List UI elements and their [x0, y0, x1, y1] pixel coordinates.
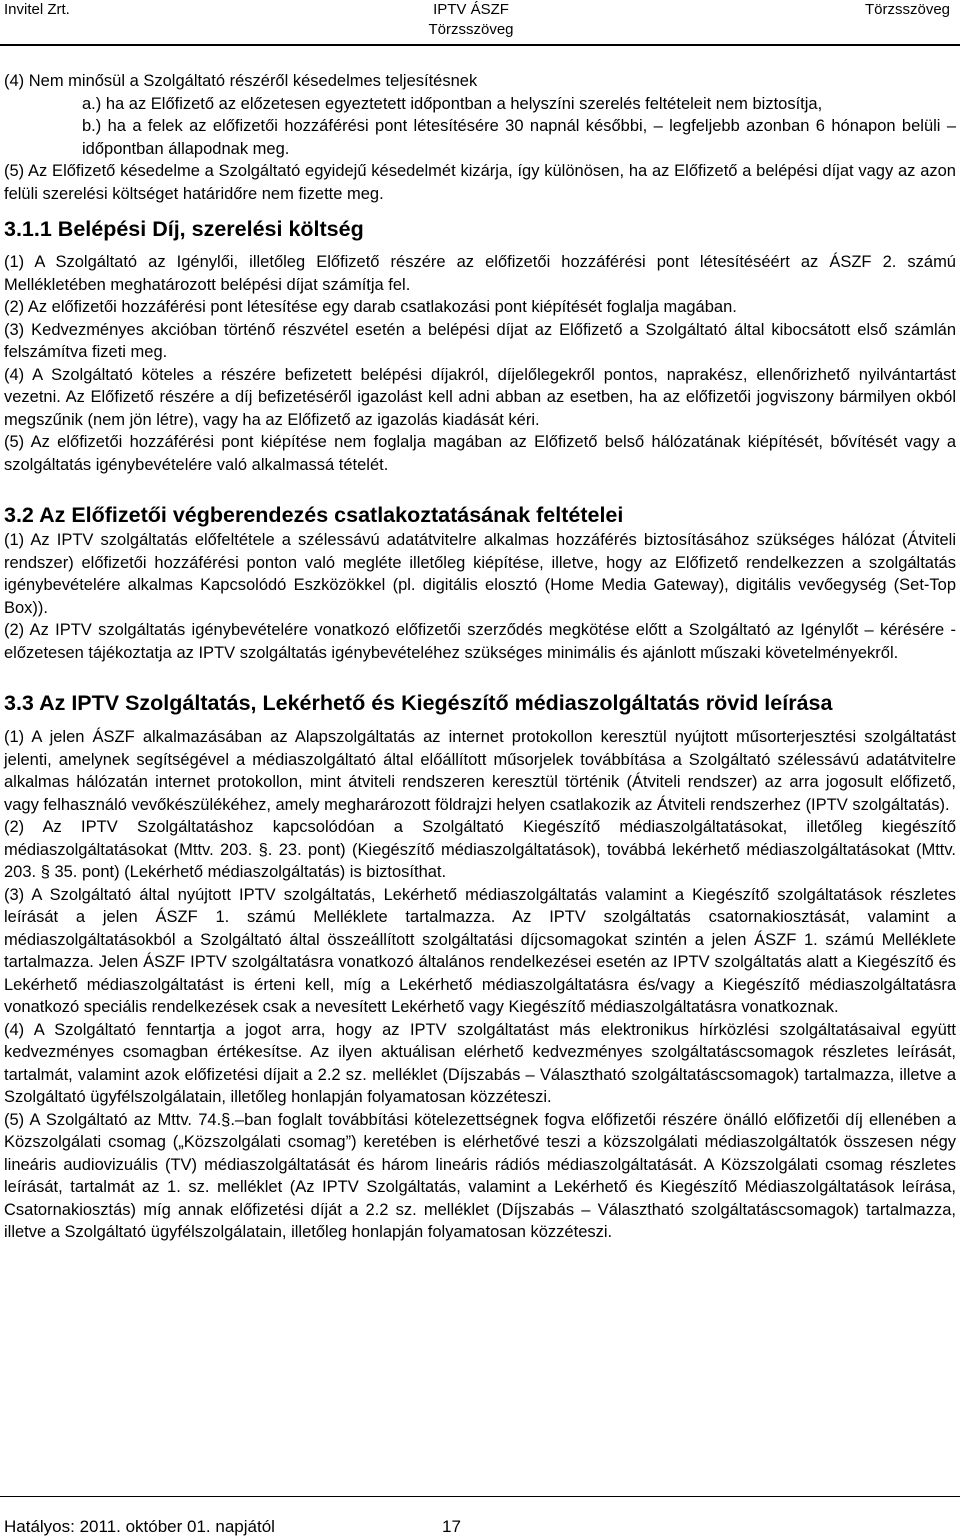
paragraph-entry-fee-5: (5) Az előfizetői hozzáférési pont kiépítése nem foglalja magában az Előfizető belső hálózatának kiépítését, bővítését vagy a szolgáltatás igénybevételére való alkalmassá tételét. — [4, 433, 956, 474]
page-footer — [0, 1496, 960, 1539]
section-heading-3-2: 3.2 Az Előfizetői végberendezés csatlakoztatásának feltételei — [4, 503, 624, 527]
header-rule — [0, 44, 960, 46]
paragraph-entry-fee-1: (1) A Szolgáltató az Igénylői, illetőleg Előfizető részére az előfizetői hozzáférési pont létesítéséért az ÁSZF 2. számú Mellékletében meghatározott belépési díjat számítja fel. — [4, 253, 956, 294]
paragraph-equipment-2: (2) Az IPTV szolgáltatás igénybevételére vonatkozó előfizetői szerződés megkötése előtt a Szolgáltató az Igénylőt – kérésére - előzetesen tájékoztatja az IPTV szolgáltatás igénybevételéhez szükséges minimális és ajánlott műszaki követelményekről. — [4, 621, 956, 662]
paragraph-entry-fee-3: (3) Kedvezményes akcióban történő részvétel esetén a belépési díjat az Előfizető a Szolgáltató által kibocsátott első számlán felszámítva fizeti meg. — [4, 320, 956, 361]
page-number: 17 — [442, 1517, 461, 1536]
paragraph-service-1: (1) A jelen ÁSZF alkalmazásában az Alapszolgáltatás az internet protokollon keresztül nyújtott műsorterjesztési szolgáltatást jelenti, amelynek segítségével a médiaszolgáltató által előállított műsorjelek továbbítása a Szolgáltató szélessávú adatátvitelre alkalmas hálózatán internet protokollon, mint átviteli rendszeren keresztül történik (Átviteli rendszer) az arra jogosult előfizető, vagy felhasználó vevőkészülékéhez, amely megharározott földrajzi helyen csatlakozik az Átviteli rendszerhez (IPTV szolgáltatás). — [4, 728, 956, 814]
section-heading-3-1-1: 3.1.1 Belépési Díj, szerelési költség — [4, 217, 364, 241]
section-heading-3-3: 3.3 Az IPTV Szolgáltatás, Lekérhető és Kiegészítő médiaszolgáltatás rövid leírása — [4, 691, 833, 715]
footer-effective-date: Hatályos: 2011. október 01. napjától — [4, 1517, 275, 1536]
header-document-subtitle: Törzsszöveg — [428, 21, 514, 38]
paragraph-subscriber-delay: (5) Az Előfizető késedelme a Szolgáltató egyidejű késedelmét kizárja, így különösen, ha az Előfizető a belépési díjat vagy az azon felüli szerelési költséget határidőre nem fizette meg. — [4, 162, 956, 203]
header-document-title — [411, 0, 531, 40]
paragraph-equipment-1: (1) Az IPTV szolgáltatás előfeltétele a szélessávú adatátvitelre alkalmas hozzáférés biztosításához szükséges hálózat (Átviteli rendszer) előfizetői hozzáférési ponton való megléte illetőleg kiépítése, illetve, hogy az Előfizető rendelkezzen a szolgáltatás igénybevételére alkalmas Kapcsolódó Eszközökkel (pl. digitális elosztó (Home Media Gateway), digitális vevőegység (Set-Top Box)). — [4, 531, 956, 617]
header-company: Invitel Zrt. — [4, 1, 70, 18]
paragraph-late-performance: (4) Nem minősül a Szolgáltató részéről késedelmes teljesítésnek — [4, 72, 478, 90]
paragraph-service-5: (5) A Szolgáltató az Mttv. 74.§.–ban foglalt továbbítási kötelezettségnek fogva előfizetői részére önálló előfizetői díj ellenében a Közszolgálati csomag („Közszolgálati csomag”) keretében is elérhetővé teszi a közszolgálati médiaszolgáltatók összesen négy lineáris audiovizuális (TV) médiaszolgáltatását és három lineáris rádiós médiaszolgáltatását. A Közszolgálati csomag részletes leírását, tartalmát az 1. sz. melléklet (Az IPTV Szolgáltatás, valamint a Lekérhető és Kiegészítő Médiaszolgáltatások leírása, Csatornakiosztás) míg annak előfizetési díját a 2.2 sz. melléklet (Díjszabás – Választható szolgáltatáscsomagok) tartalmazza, illetve a Szolgáltató ügyfélszolgálatain, illetőleg honlapján folyamatosan közzéteszi. — [4, 1110, 956, 1241]
page-header — [0, 0, 960, 60]
paragraph-entry-fee-2: (2) Az előfizetői hozzáférési pont létesítése egy darab csatlakozási pont kiépítését foglalja magában. — [4, 298, 737, 316]
paragraph-service-4: (4) A Szolgáltató fenntartja a jogot arra, hogy az IPTV szolgáltatást más elektronikus hírközlési szolgáltatásaival együtt kedvezményes csomagban értékesítse. Az ilyen aktuálisan elérhető kedvezményes szolgáltatáscsomagok részletes leírását, tartalmát, valamint azok előfizetési díjait a 2.2 sz. melléklet (Díjszabás – Választható szolgáltatáscsomagok) tartalmazza, illetve a Szolgáltató ügyfélszolgálatain, illetőleg honlapján folyamatosan közzéteszi. — [4, 1020, 956, 1106]
footer-rule — [0, 1496, 960, 1497]
document-body — [4, 70, 956, 1244]
list-item-b: b.) ha a felek az előfizetői hozzáférési pont létesítésére 30 napnál későbbi, – legfeljebb azonban 6 hónapon belüli – időpontban állapodnak meg. — [82, 117, 956, 158]
header-version: Törzsszöveg — [865, 1, 951, 18]
header-document-name: IPTV ÁSZF — [433, 1, 509, 18]
paragraph-entry-fee-4: (4) A Szolgáltató köteles a részére befizetett belépési díjakról, díjelőlegekről pontos, naprakész, ellenőrizhető nyilvántartást vezetni. Az Előfizető részére a díj befizetéséről igazolást kell adni abban az esetben, ha az előfizetői jogviszony bármilyen okból megszűnik (nem jön létre), vagy ha az Előfizető az igazolás kiadását kéri. — [4, 365, 956, 429]
paragraph-service-3: (3) A Szolgáltató által nyújtott IPTV szolgáltatás, Lekérhető médiaszolgáltatás valamint a Kiegészítő szolgáltatások részletes leírását a jelen ÁSZF 1. számú Melléklete tartalmazza. Az IPTV szolgáltatás csatornakiosztását, valamint a médiaszolgáltatásokból a Szolgáltató által összeállított szolgáltatási díjcsomagokat szintén a jelen ÁSZF 1. számú Melléklete tartalmazza. Jelen ÁSZF IPTV szolgáltatásra vonatkozó általános rendelkezései esetén az IPTV szolgáltatás alatt a Kiegészítő és Lekérhető médiaszolgáltatást is érteni kell, míg a Lekérhető médiaszolgáltatásra és/vagy a Kiegészítő médiaszolgáltatásra vonatkozó speciális rendelkezések csak a nevesített Lekérhető vagy Kiegészítő médiaszolgáltatásra vonatkoznak. — [4, 885, 956, 1016]
list-item-a: a.) ha az Előfizető az előzetesen egyeztetett időpontban a helyszíni szerelés feltételeit nem biztosítja, — [82, 94, 823, 113]
paragraph-service-2: (2) Az IPTV Szolgáltatáshoz kapcsolódóan a Szolgáltató Kiegészítő médiaszolgáltatásokat, illetőleg kiegészítő médiaszolgáltatásokat (Mttv. 203. §. 23. pont) (Kiegészítő médiaszolgáltatások), továbbá lekérhető médiaszolgáltatásokat (Mttv. 203. § 35. pont) (Lekérhető médiaszolgáltatás) is biztosíthat. — [4, 818, 956, 881]
